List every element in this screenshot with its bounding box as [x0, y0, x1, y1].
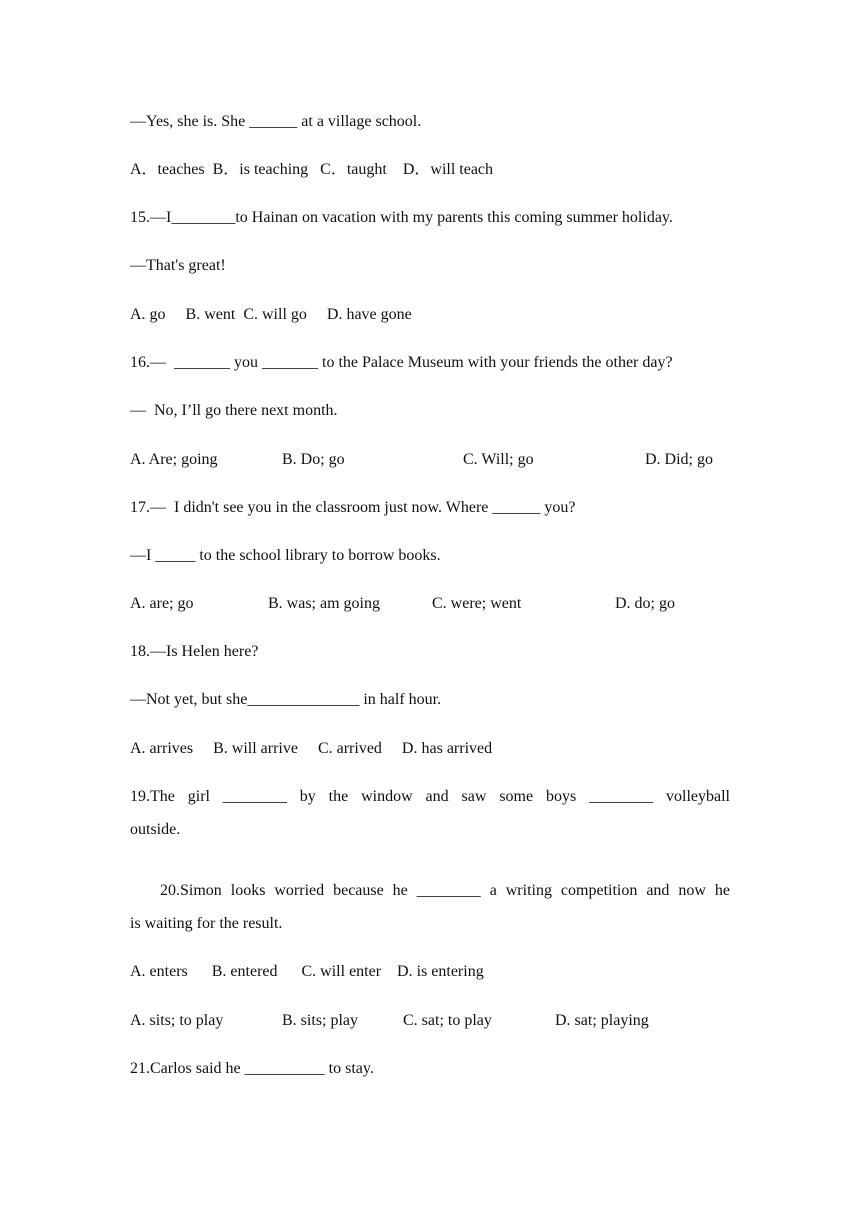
q16-option-a: A. Are; going	[130, 451, 218, 468]
q20-question-line-1: 20.Simon looks worried because he ________ a writing competition and now he	[160, 882, 730, 899]
q17-option-c: C. were; went	[432, 595, 522, 612]
q16-option-c: C. Will; go	[463, 451, 534, 468]
q17-reply: —I _____ to the school library to borrow books.	[130, 547, 441, 564]
q19-question-line-2: outside.	[130, 821, 181, 838]
q19-question-line-1: 19.The girl ________ by the window and saw some boys ________ volleyball	[130, 788, 730, 805]
q17-option-b: B. was; am going	[268, 595, 380, 612]
q15-reply: —That's great!	[130, 257, 226, 274]
q19-option-a: A. sits; to play	[130, 1012, 224, 1029]
q21-question: 21.Carlos said he __________ to stay.	[130, 1060, 374, 1077]
q19-option-b: B. sits; play	[282, 1012, 359, 1029]
q16-reply: — No, I’ll go there next month.	[130, 402, 338, 419]
q18-question: 18.—Is Helen here?	[130, 643, 259, 660]
q18-reply: —Not yet, but she______________ in half hour.	[130, 691, 442, 708]
q16-option-d: D. Did; go	[645, 451, 713, 468]
q15-question: 15.—I________to Hainan on vacation with my parents this coming summer holiday.	[130, 209, 673, 226]
q19-option-c: C. sat; to play	[403, 1012, 492, 1029]
q14-options: A．teaches B．is teaching C．taught D．will teach	[130, 161, 494, 178]
q18-options: A. arrives B. will arrive C. arrived D. has arrived	[130, 740, 493, 757]
q17-question: 17.— I didn't see you in the classroom just now. Where ______ you?	[130, 499, 576, 516]
q20-question-line-2: is waiting for the result.	[130, 915, 283, 932]
q16-question: 16.— _______ you _______ to the Palace Museum with your friends the other day?	[130, 354, 673, 371]
q19-option-d: D. sat; playing	[555, 1012, 649, 1029]
q14-answer-line: —Yes, she is. She ______ at a village school.	[130, 113, 422, 130]
q15-options: A. go B. went C. will go D. have gone	[130, 306, 412, 323]
q16-option-b: B. Do; go	[282, 451, 345, 468]
q20-options: A. enters B. entered C. will enter D. is entering	[130, 963, 484, 980]
q17-option-a: A. are; go	[130, 595, 194, 612]
q17-option-d: D. do; go	[615, 595, 675, 612]
